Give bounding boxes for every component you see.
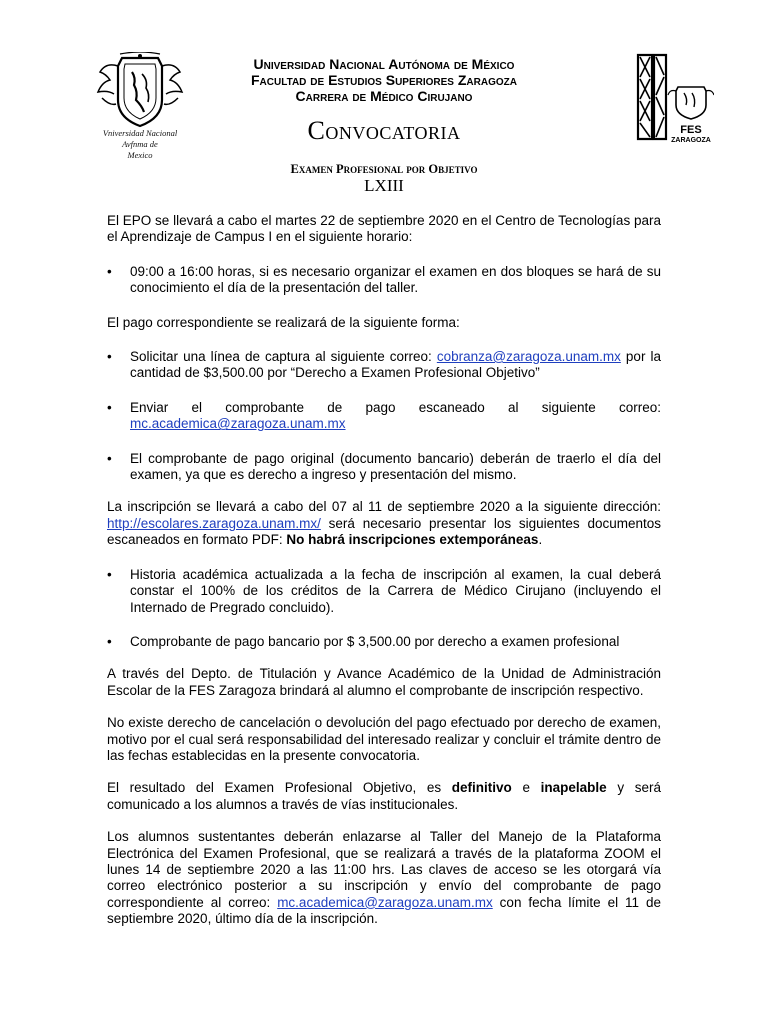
paragraph-text: El resultado del Examen Profesional Objetivo, es xyxy=(107,780,452,796)
paragraph-text: Los alumnos sustentantes deberán enlazarse al Taller del Manejo de la Plataforma Electrónica del Examen Profesional, que se realizará a través de la plataforma ZOOM el lunes 14 de septiembre 2020 a las 11:00 hrs. Las claves de acceso se les otorgará vía correo electrónico posterior a su inscripción y envío del comprobante de pago correspondiente al correo: xyxy=(107,829,661,910)
seal-caption-line: Avfnma de xyxy=(122,139,158,149)
list-item xyxy=(107,349,661,382)
list-item-text: Enviar el comprobante de pago escaneado al siguiente correo: xyxy=(130,399,661,415)
no-late-registration-notice: No habrá inscripciones extemporáneas xyxy=(286,532,539,548)
list-item: • Historia académica actualizada a la fecha de inscripción al examen, la cual deberá constar el 100% de los créditos de la Carrera de Médico Cirujano (incluyendo el Internado de Pregrado concluido). xyxy=(107,567,661,616)
unappealable-text: inapelable xyxy=(540,780,607,796)
list-item-text: por la cantidad de $3,500.00 por “Derecho a Examen Profesional Objetivo” xyxy=(130,349,661,381)
seal-caption-line: Vniversidad Nacional xyxy=(102,128,178,138)
title-block xyxy=(180,116,588,146)
paragraph-text: y será comunicado a los alumnos a través de vías institucionales. xyxy=(107,780,661,812)
fes-zaragoza-logo xyxy=(634,53,714,149)
document-title: Convocatoria xyxy=(307,116,461,145)
edition-number: LXIII xyxy=(364,176,404,195)
escolares-url-link[interactable]: http://escolares.zaragoza.unam.mx/ xyxy=(107,515,321,531)
zaragoza-logo-text: ZARAGOZA xyxy=(671,137,711,144)
academica-email-link-2[interactable]: mc.academica@zaragoza.unam.mx xyxy=(277,894,493,910)
paragraph-text: será necesario presentar los siguientes documentos escaneados en formato PDF: xyxy=(107,515,661,548)
paragraph-result xyxy=(107,780,661,813)
payment-list xyxy=(107,349,661,483)
cobranza-email-link[interactable]: cobranza@zaragoza.unam.mx xyxy=(436,349,621,365)
exam-subtitle: Examen Profesional por Objetivo xyxy=(290,162,478,176)
paragraph-registration xyxy=(107,499,661,548)
academica-email-link[interactable]: mc.academica@zaragoza.unam.mx xyxy=(130,416,346,432)
subtitle-block xyxy=(180,162,588,196)
career-name: Carrera de Médico Cirujano xyxy=(295,88,473,104)
list-item-text: Solicitar una línea de captura al siguiente correo: xyxy=(130,349,437,365)
institution-header xyxy=(180,56,588,104)
list-item: • 09:00 a 16:00 horas, si es necesario organizar el examen en dos bloques se hará de su conocimiento el día de la presentación del taller. xyxy=(107,264,661,297)
list-item: • Comprobante de pago bancario por $ 3,500.00 por derecho a examen profesional xyxy=(107,634,661,650)
paragraph-text: con fecha límite el 11 de septiembre 2020, último día de la inscripción. xyxy=(107,894,661,927)
unam-seal-caption xyxy=(92,128,188,161)
paragraph-text: e xyxy=(511,780,541,796)
paragraph-payment: El pago correspondiente se realizará de la siguiente forma: xyxy=(107,314,460,330)
seal-caption-line: Mexico xyxy=(127,150,153,160)
paragraph-no-refund: No existe derecho de cancelación o devolución del pago efectuado por derecho de examen, motivo por el cual será responsabilidad del interesado realizar y concluir el trámite dentro de las fechas establecidas en la presente convocatoria. xyxy=(107,715,661,763)
schedule-list xyxy=(107,264,661,297)
definitive-text: definitivo xyxy=(451,780,512,796)
university-name: Universidad Nacional Autónoma de México xyxy=(253,56,515,72)
paragraph-schedule: El EPO se llevará a cabo el martes 22 de septiembre 2020 en el Centro de Tecnologías para el Aprendizaje de Campus I en el siguiente horario: xyxy=(107,213,661,245)
document-body xyxy=(107,213,661,928)
list-item: • El comprobante de pago original (documento bancario) deberán de traerlo el día del examen, ya que es derecho a ingreso y presentación del mismo. xyxy=(107,451,661,484)
paragraph-receipt: A través del Depto. de Titulación y Avance Académico de la Unidad de Administración Escolar de la FES Zaragoza brindará al alumno el comprobante de inscripción respectivo. xyxy=(107,666,661,698)
paragraph-workshop xyxy=(107,829,661,927)
list-item xyxy=(107,400,661,433)
paragraph-text: . xyxy=(538,532,543,548)
paragraph-text: La inscripción se llevará a cabo del 07 al 11 de septiembre 2020 a la siguiente dirección: xyxy=(107,499,661,515)
fes-logo-text: FES xyxy=(680,124,702,136)
documents-list xyxy=(107,567,661,651)
faculty-name: Facultad de Estudios Superiores Zaragoza xyxy=(251,72,517,88)
